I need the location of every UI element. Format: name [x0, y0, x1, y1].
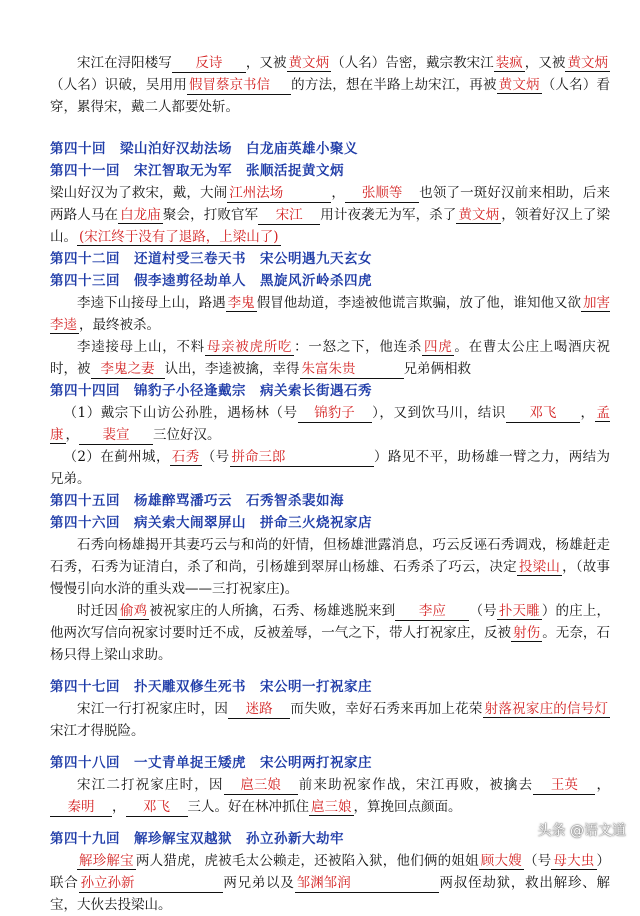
answer-blank: 偷鸡 [120, 603, 148, 619]
answer-blank: 顾大嫂 [480, 853, 522, 869]
answer-blank: 孟康 [50, 405, 611, 443]
paragraph-first-attack: 宋江一行打祝家庄时，因 迷路 而失败，幸好石秀来再加上花荣 射落祝家庄的信号灯宋江才得脱险。 [50, 701, 609, 739]
answer-blank: 江州法场 [227, 185, 331, 203]
answer-blank: 投梁山 [518, 559, 561, 575]
answer-blank: 加害李逵 [50, 295, 611, 333]
answer-blank: 李鬼之妻 [91, 361, 165, 379]
answer-blank: 解珍解宝 [79, 853, 134, 869]
paragraph-cuiping-mountain: 石秀向杨雄揭开其妻巧云与和尚的奸情，但杨雄泄露消息，巧云反诬石秀调戏，杨雄赶走石秀，石秀为证清白，杀了和尚，引杨雄到翠屏山杨雄、石秀杀了巧云，决定 投梁山 ，（故事慢慢引向水浒的重头戏——三打祝家庄)。 [50, 537, 611, 597]
answer-blank: 李鬼 [227, 295, 255, 311]
chapter-heading-40: 第四十回 梁山泊好汉劫法场 白龙庙英雄小聚义 [50, 141, 358, 157]
watermark [518, 820, 626, 840]
chapter-heading-48: 第四十八回 一丈青单捉王矮虎 宋公明两打祝家庄 [50, 755, 372, 771]
answer-blank: 扈三娘 [224, 777, 298, 795]
answer-blank: 张顺等 [345, 185, 419, 203]
chapter-heading-49: 第四十九回 解珍解宝双越狱 孙立孙新大劫牢 [50, 831, 344, 847]
chapter-heading-41: 第四十一回 宋江智取无为军 张顺活捉黄文炳 [50, 163, 344, 179]
watermark-text: 头条 @语文道 [537, 823, 626, 839]
answer-blank: 黄文炳 [567, 55, 609, 71]
answer-blank: 邓飞 [506, 405, 580, 423]
answer-blank: 迷路 [228, 701, 290, 719]
paragraph-li-gui: 李逵下山接母上山，路遇 李鬼 假冒他劫道，李逵被他谎言欺骗，放了他，谁知他又欲 加害李逵 ，最终被杀。 [50, 295, 611, 333]
chapter-heading-42: 第四十二回 还道村受三卷天书 宋公明遇九天玄女 [50, 251, 372, 267]
answer-blank: 母亲被虎所吃 [206, 339, 293, 355]
answer-blank: 黄文炳 [498, 77, 540, 93]
paragraph-jie-brothers: 解珍解宝 两人猎虎，虎被毛太公赖走，还被陷入狱，他们俩的姐姐 顾大嫂 （号 母大虫 ）联合 孙立孙新 两兄弟以及 邹渊邹润 两叔侄劫狱，救出解珍、解宝，大伙去投梁山。 [50, 853, 611, 913]
answer-blank: 扑天雕 [498, 603, 540, 619]
paragraph-dai-zong: （1）戴宗下山访公孙胜，遇杨林（号 锦豹子 ），又到饮马川，结识 邓飞 ， 孟康 ， 裴宣 三位好汉。 [50, 405, 611, 443]
answer-blank: 射落祝家庄的信号灯 [484, 701, 609, 717]
answer-blank: 射伤 [513, 625, 541, 641]
answer-blank: 白龙庙 [120, 207, 161, 223]
answer-blank: 反诗 [172, 55, 246, 73]
answer-blank: 黄文炳 [288, 55, 330, 71]
answer-blank: 孙立孙新 [79, 875, 223, 893]
answer-blank: 锦豹子 [298, 405, 372, 423]
chapter-heading-45: 第四十五回 杨雄醉骂潘巧云 石秀智杀裴如海 [50, 493, 344, 509]
answer-blank: 秦明 [50, 799, 112, 817]
answer-blank: 母大虫 [553, 853, 595, 869]
answer-blank: 装疯 [495, 55, 523, 71]
answer-blank: 朱富朱贵 [300, 361, 404, 379]
answer-blank: 假冒蔡京书信 [187, 77, 291, 95]
chapter-heading-44: 第四十四回 锦豹子小径逢戴宗 病关索长街遇石秀 [50, 383, 372, 399]
chapter-heading-46: 第四十六回 病关索大闹翠屏山 拼命三火烧祝家店 [50, 515, 372, 531]
paragraph-jiangzhou-rescue: 梁山好汉为了救宋，戴，大闹 江州法场 ， 张顺等 也领了一斑好汉前来相助，后来两路人马在 白龙庙 聚会，打败官军 宋江 用计夜袭无为军，杀了 黄文炳 ，领着好汉上了梁山。 (宋江终于没有了退路，上梁山了) [50, 185, 611, 245]
answer-note: (宋江终于没有了退路，上梁山了) [79, 229, 279, 245]
answer-blank: 裴宣 [79, 427, 153, 445]
paragraph-shi-qian: 时迁因 偷鸡 被祝家庄的人所擒，石秀、杨雄逃脱来到 李应 （号 扑天雕 ）的庄上，他两次写信向祝家讨要时迁不成，反被羞辱，一气之下，带人打祝家庄，反被 射伤 。无奈，石杨只得上梁山求助。 [50, 603, 611, 663]
answer-blank: 扈三娘 [311, 799, 352, 815]
answer-blank: 四虎 [424, 339, 453, 355]
paragraph-song-jiang-poem: 宋江在浔阳楼写 反诗 ，又被 黄文炳 （人名）告密，戴宗教宋江 装疯 ，又被 黄文炳（人名）识破，吴用用 假冒蔡京书信 的方法，想在半路上劫宋江，再被 黄文炳 （人名）看穿，累得宋，戴二人都要处斩。 [50, 55, 611, 115]
paragraph-four-tigers: 李逵接母上山，不料 母亲被虎所吃 ：一怒之下，他连杀 四虎 。在曹太公庄上喝酒庆祝时，被 李鬼之妻 认出，李逵被擒，幸得 朱富朱贵 兄弟俩相救 [50, 339, 611, 377]
paragraph-shi-xiu: （2）在蓟州城， 石秀 （号 拼命三郎 ）路见不平，助杨雄一臂之力，两结为兄弟。 [50, 449, 611, 487]
chapter-heading-47: 第四十七回 扑天雕双修生死书 宋公明一打祝家庄 [50, 679, 372, 695]
answer-blank: 石秀 [171, 449, 200, 465]
answer-blank: 黄文炳 [458, 207, 500, 223]
study-notes-page [50, 52, 610, 916]
toutiao-logo-icon [518, 822, 534, 838]
paragraph-second-attack: 宋江二打祝家庄时，因 扈三娘 前来助祝家作战，宋江再败，被擒去 王英 ，秦明 ， 邓飞 三人。好在林冲抓住 扈三娘 ，算挽回点颜面。 [50, 774, 610, 818]
chapter-heading-43: 第四十三回 假李逵剪径劫单人 黑旋风沂岭杀四虎 [50, 273, 372, 289]
answer-blank: 邓飞 [126, 799, 188, 817]
answer-blank: 宋江 [258, 207, 320, 225]
answer-blank: 拼命三郎 [230, 449, 374, 467]
answer-blank: 邹渊邹润 [295, 875, 439, 893]
answer-blank: 王英 [533, 777, 595, 795]
answer-blank: 李应 [395, 603, 469, 621]
